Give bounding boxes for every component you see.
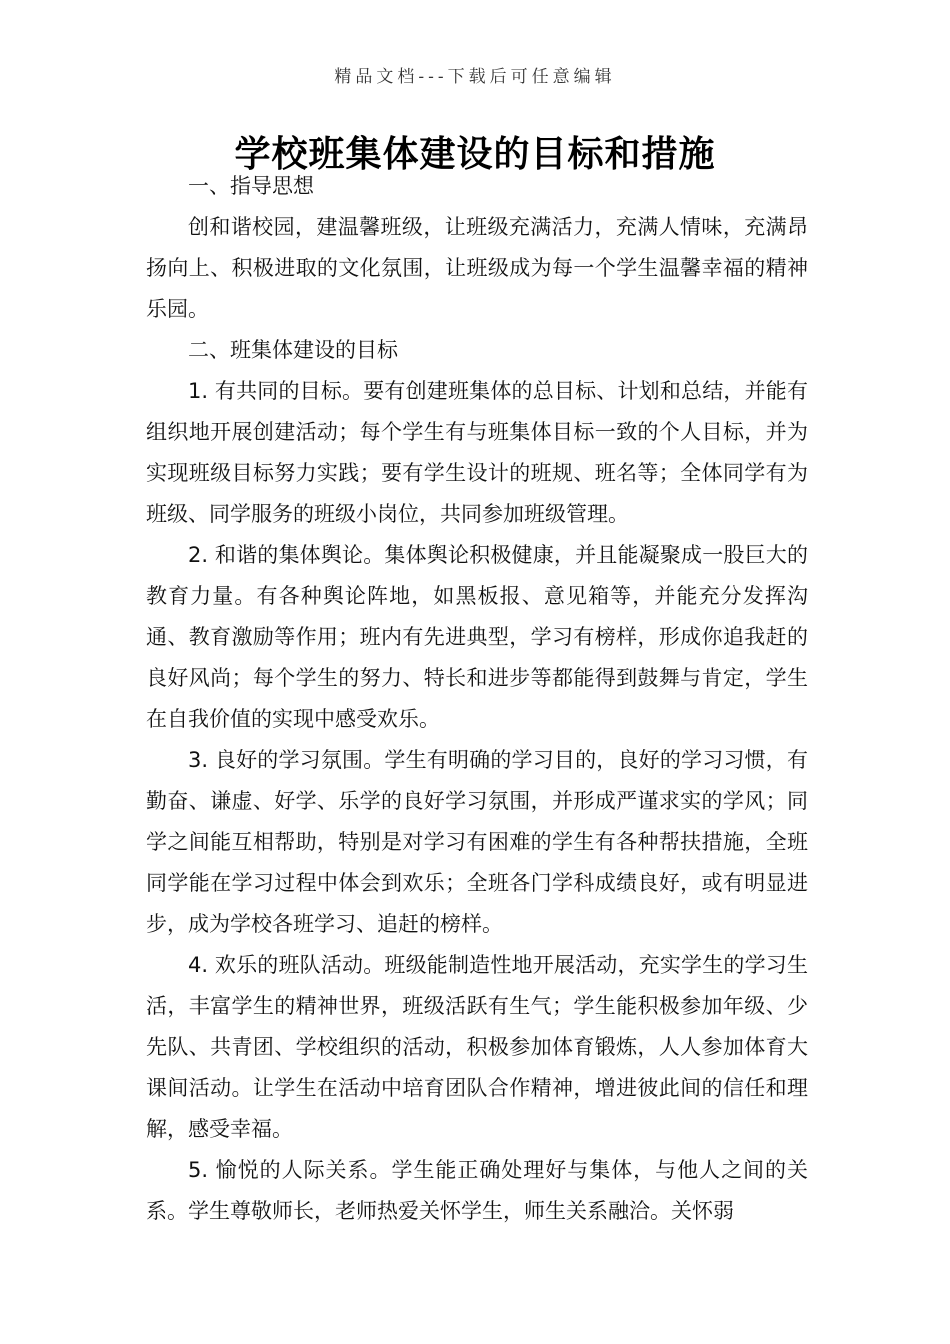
section-heading-goals: 二、班集体建设的目标	[188, 338, 398, 362]
paragraph-goal-2: 2. 和谐的集体舆论。集体舆论积极健康，并且能凝聚成一股巨大的教育力量。有各种舆论阵地，如黑板报、意见箱等，并能充分发挥沟通、教育激励等作用；班内有先进典型，学习有榜样，形成你追我赶的良好风尚；每个学生的努力、特长和进步等都能得到鼓舞与肯定，学生在自我价值的实现中感受欢乐。	[146, 543, 808, 731]
paragraph-guiding-thought: 创和谐校园，建温馨班级，让班级充满活力，充满人情味，充满昂扬向上、积极进取的文化氛围，让班级成为每一个学生温馨幸福的精神乐园。	[146, 215, 808, 321]
paragraph-goal-1: 1. 有共同的目标。要有创建班集体的总目标、计划和总结，并能有组织地开展创建活动；每个学生有与班集体目标一致的个人目标，并为实现班级目标努力实践；要有学生设计的班规、班名等；全体同学有为班级、同学服务的班级小岗位，共同参加班级管理。	[146, 379, 808, 526]
paragraph-goal-4: 4. 欢乐的班队活动。班级能制造性地开展活动，充实学生的学习生活，丰富学生的精神世界，班级活跃有生气；学生能积极参加年级、少先队、共青团、学校组织的活动，积极参加体育锻炼，人人参加体育大课间活动。让学生在活动中培育团队合作精神，增进彼此间的信任和理解，感受幸福。	[146, 953, 808, 1141]
paragraph-goal-3: 3. 良好的学习氛围。学生有明确的学习目的，良好的学习习惯，有勤奋、谦虚、好学、乐学的良好学习氛围，并形成严谨求实的学风；同学之间能互相帮助，特别是对学习有困难的学生有各种帮扶措施，全班同学能在学习过程中体会到欢乐；全班各门学科成绩良好，或有明显进步，成为学校各班学习、追赶的榜样。	[146, 748, 808, 936]
paragraph-goal-5: 5. 愉悦的人际关系。学生能正确处理好与集体，与他人之间的关系。学生尊敬师长，老师热爱关怀学生，师生关系融洽。关怀弱	[146, 1158, 808, 1223]
section-heading-guiding-thought: 一、指导思想	[188, 174, 314, 198]
document-title: 学校班集体建设的目标和措施	[234, 133, 716, 175]
document-body	[146, 166, 808, 1232]
page-header: 精品文档---下载后可任意编辑	[334, 67, 616, 87]
